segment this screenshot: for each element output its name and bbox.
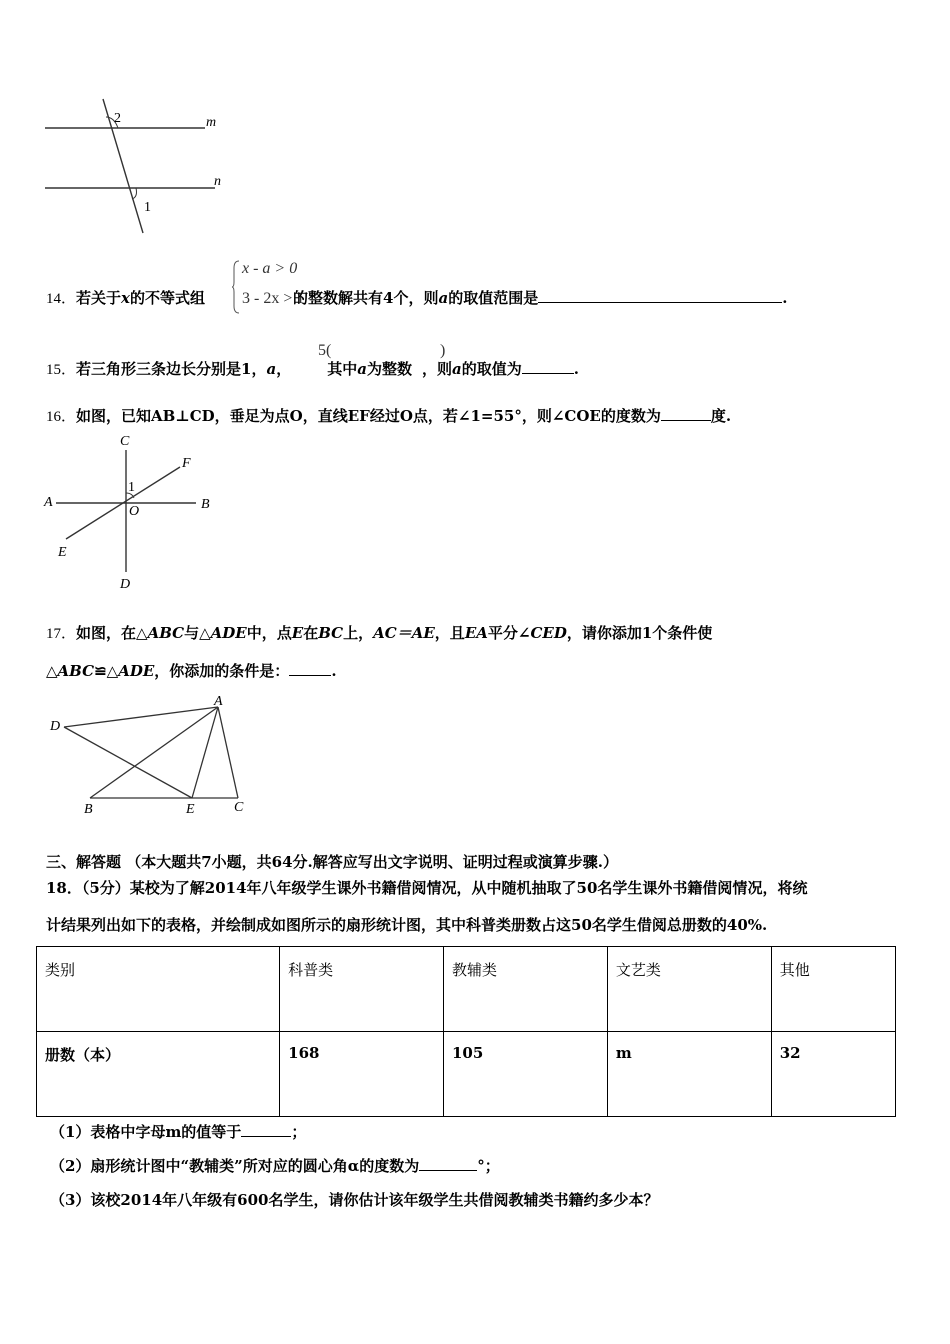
q17-bc: BC <box>318 624 344 642</box>
label-a: A <box>44 495 53 510</box>
q14-text-post2: 的取值范围是 <box>448 289 539 307</box>
answer-blank[interactable] <box>289 661 331 676</box>
q17-l2a: △ <box>46 662 58 680</box>
q14-text-post: 的整数解共有4个，则 <box>293 289 439 307</box>
table-cell: 类别 <box>37 947 280 1032</box>
label-m: m <box>206 115 217 130</box>
q17-t2: 与△ <box>184 624 211 642</box>
table-header-row <box>37 947 896 1032</box>
label-e: E <box>58 545 67 560</box>
q17-ade: ADE <box>210 624 247 642</box>
q17-t5: 上， <box>343 624 374 642</box>
inequality-2: 3 - 2x > 1 <box>242 290 305 307</box>
seg-de <box>64 727 192 798</box>
q17-ced: CED <box>530 624 567 642</box>
question-15 <box>46 358 579 379</box>
seg-ea <box>192 707 218 798</box>
sub-question-1 <box>50 1121 306 1142</box>
label-d: D <box>50 719 61 734</box>
label-f: F <box>182 456 191 471</box>
q17-t3: 中，点 <box>246 624 292 642</box>
transversal <box>103 99 143 233</box>
q16-text: 如图，已知AB⊥CD，垂足为点O，直线EF经过O点，若∠1=55°，则∠COE的度数为 <box>76 407 661 425</box>
question-number: 17． <box>46 626 77 642</box>
label-2: 2 <box>114 111 121 126</box>
q17-l2b: ≌△ <box>94 662 119 680</box>
answer-blank[interactable] <box>522 359 574 374</box>
answer-blank[interactable] <box>661 406 711 421</box>
q15-frac: 5( <box>318 342 332 359</box>
table-cell: m <box>607 1032 771 1117</box>
inequality-1: x - a > 0 <box>242 260 298 277</box>
triangles-figure <box>40 690 260 820</box>
q15-text-post: ，则 <box>421 360 452 378</box>
seg-ac <box>218 707 238 798</box>
q17-acae: AC＝AE <box>373 624 435 642</box>
q16-end: 度. <box>710 407 732 425</box>
label-1: 1 <box>128 480 135 495</box>
q17-l2-abc: ABC <box>57 662 95 680</box>
question-14 <box>46 287 787 308</box>
data-table <box>36 946 896 1117</box>
question-18-line2: 计结果列出如下的表格，并绘制成如图所示的扇形统计图，其中科普类册数占这50名学生借阅总册数的40%. <box>46 916 768 934</box>
table-cell: 其他 <box>771 947 895 1032</box>
q15-var-a2: a <box>357 360 367 378</box>
question-number: 15． <box>46 362 77 378</box>
q15-var-a3: a <box>452 360 462 378</box>
question-number: 16． <box>46 409 77 425</box>
q17-end: . <box>331 662 337 680</box>
label-c: C <box>234 800 244 815</box>
label-b: B <box>84 802 93 817</box>
table-cell: 168 <box>280 1032 444 1117</box>
q17-t1: 如图，在△ <box>76 624 148 642</box>
label-1: 1 <box>144 200 151 215</box>
question-16 <box>46 405 731 426</box>
q17-t4: 在 <box>303 624 319 642</box>
q15-comma: ， <box>276 360 292 378</box>
question-17-line1 <box>46 622 712 643</box>
table-cell: 32 <box>771 1032 895 1117</box>
q17-abc: ABC <box>147 624 185 642</box>
label-d: D <box>120 577 131 592</box>
q14-text-mid: 的不等式组 <box>129 289 205 307</box>
label-n: n <box>214 174 221 189</box>
label-e: E <box>186 802 195 817</box>
q17-e: E <box>291 624 304 642</box>
parallel-lines-figure <box>40 95 240 240</box>
table-cell: 册数（本） <box>37 1032 280 1117</box>
q17-l2-ade: ADE <box>118 662 155 680</box>
q17-t6: ，且 <box>434 624 465 642</box>
table-cell: 科普类 <box>280 947 444 1032</box>
q17-l2c: ，你添加的条件是： <box>154 662 290 680</box>
question-17-line2 <box>46 660 337 681</box>
answer-blank[interactable] <box>419 1156 477 1171</box>
answer-blank[interactable] <box>538 288 782 303</box>
label-c: C <box>120 434 130 449</box>
table-cell: 105 <box>444 1032 608 1117</box>
q15-text-post2: 的取值为 <box>461 360 522 378</box>
table-cell: 文艺类 <box>607 947 771 1032</box>
q17-ea: EA <box>464 624 488 642</box>
sub-question-2 <box>50 1155 500 1176</box>
perpendicular-lines-figure <box>40 430 230 592</box>
q14-end: . <box>782 289 788 307</box>
q15-paren: ) <box>440 342 446 359</box>
q15-text-mid: 其中 <box>327 360 358 378</box>
sub-question-3: （3）该校2014年八年级有600名学生，请你估计该年级学生共借阅教辅类书籍约多少本？ <box>50 1191 659 1209</box>
label-o: O <box>129 504 140 519</box>
sub2-text: （2）扇形统计图中“教辅类”所对应的圆心角α的度数为 <box>50 1157 420 1175</box>
q15-text: 若三角形三条边长分别是1， <box>76 360 267 378</box>
sub2-end: °； <box>477 1157 500 1175</box>
q17-t8: ，请你添加1个条件使 <box>566 624 713 642</box>
table-row <box>37 1032 896 1117</box>
section-heading: 三、解答题 （本大题共7小题，共64分.解答应写出文字说明、证明过程或演算步骤.） <box>46 853 618 871</box>
q15-end: . <box>573 360 579 378</box>
q14-var-a: a <box>438 289 449 307</box>
question-18-line1: 18．（5分）某校为了解2014年八年级学生课外书籍借阅情况，从中随机抽取了50名学生课外书籍借阅情况，将统 <box>46 879 808 897</box>
q14-var-x: x <box>121 289 130 307</box>
table-cell: 教辅类 <box>444 947 608 1032</box>
q15-var-a: a <box>266 360 277 378</box>
sub1-text: （1）表格中字母m的值等于 <box>50 1123 242 1141</box>
q14-text: 若关于 <box>76 289 122 307</box>
answer-blank[interactable] <box>241 1122 291 1137</box>
q17-t7: 平分∠ <box>487 624 531 642</box>
sub1-end: ； <box>291 1123 307 1141</box>
question-number: 14． <box>46 291 77 307</box>
q15-text-mid2: 为整数 <box>366 360 412 378</box>
label-a: A <box>214 694 223 709</box>
label-b: B <box>201 497 210 512</box>
